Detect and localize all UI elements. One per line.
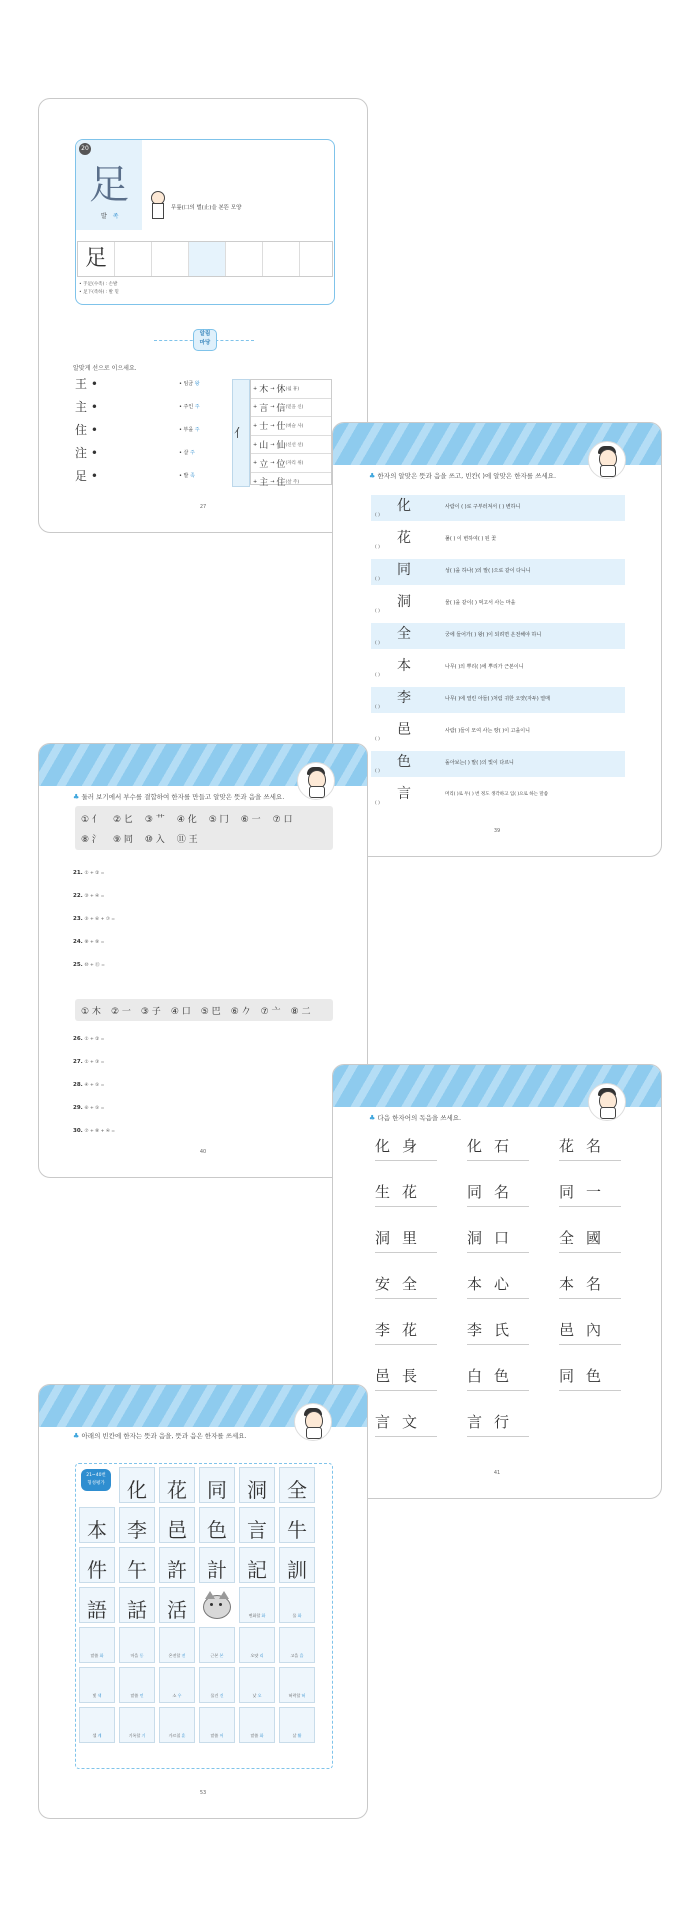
char-cell[interactable]: 邑 (159, 1507, 195, 1543)
page-number: 41 (493, 1470, 501, 1476)
meaning-cell[interactable]: 변화할 화 (239, 1587, 275, 1623)
reading: 족 (112, 213, 119, 220)
left-item-4[interactable]: 注 • (75, 446, 98, 460)
char-cell[interactable]: 李 (119, 1507, 155, 1543)
meaning-cell[interactable]: 고을 읍 (279, 1627, 315, 1663)
origin-desc: 무릎(口의 벌(止)을 본뜬 모양 (171, 205, 242, 211)
word-8[interactable]: 洞口 (467, 1227, 529, 1253)
mascot-illustration (294, 1403, 332, 1441)
combo-table (250, 379, 332, 489)
clover-icon: ♣ (369, 472, 378, 480)
meaning-cell[interactable]: 셀 계 (79, 1707, 115, 1743)
left-item-3[interactable]: 住 • (75, 423, 98, 437)
cat-illustration (201, 1591, 231, 1619)
mid-item-2[interactable]: • 주인 주 (179, 404, 200, 410)
meaning: 발 (101, 213, 107, 220)
question-24[interactable]: 24. ⑧ + ⑨ = (73, 939, 105, 945)
meaning-cell[interactable]: 소 우 (159, 1667, 195, 1703)
char-cell[interactable]: 同 (199, 1467, 235, 1503)
meaning-cell[interactable]: 물건 건 (199, 1667, 235, 1703)
assessment-badge: 21~40번 형성평가 (81, 1469, 111, 1491)
char-cell[interactable]: 色 (199, 1507, 235, 1543)
combo-row: + 木 → 休 (쉴 휴) (251, 380, 331, 399)
char-cell[interactable]: 化 (119, 1467, 155, 1503)
row-1: 化 ( ) 사람이 ( )로 구부러져서 ( ) 변하니 (375, 498, 521, 518)
section-title: 알림 마당 (193, 329, 217, 351)
mid-item-3[interactable]: • 부을 주 (179, 427, 200, 433)
word-16[interactable]: 邑長 (375, 1365, 437, 1391)
word-3[interactable]: 花名 (559, 1135, 621, 1161)
instruction: ♣ 다음 한자어의 독음을 쓰세요. (369, 1114, 462, 1122)
word-9[interactable]: 全國 (559, 1227, 621, 1253)
word-18[interactable]: 同色 (559, 1365, 621, 1391)
meaning-cell[interactable]: 말씀 화 (79, 1627, 115, 1663)
trace-cell-model: 足 (78, 242, 115, 276)
mid-item-1[interactable]: • 임금 왕 (179, 381, 200, 387)
word-4[interactable]: 生花 (375, 1181, 437, 1207)
choice-row: ① 木 ② 一 ③ 子 ④ 口 ⑤ 巴 ⑥ 𠂊 ⑦ 亠 ⑧ 二 (81, 1007, 311, 1017)
clover-icon: ♣ (73, 793, 82, 801)
combo-row: + 山 → 仙 (신선 선) (251, 436, 331, 455)
combo-row: + 言 → 信 (믿을 신) (251, 399, 331, 418)
question-21[interactable]: 21. ① + ② = (73, 870, 105, 876)
lesson-badge: 20 (79, 143, 91, 155)
left-item-1[interactable]: 王 • (75, 377, 98, 391)
row-7: 李 ( ) 나무( )에 열린 아들( )처럼 귀한 오얏(자두) 열매 (375, 690, 550, 710)
row-4: 洞 ( ) 물( )을 같이( ) 먹고서 사는 마을 (375, 594, 516, 614)
row-6: 本 ( ) 나무( )의 뿌리( )에 뿌리가 근본이니 (375, 658, 524, 678)
char-cell[interactable]: 語 (79, 1587, 115, 1623)
question-25[interactable]: 25. ⑩ + ⑪ = (73, 962, 105, 968)
big-character: 足 (89, 162, 129, 208)
trace-cell[interactable] (189, 242, 226, 276)
mid-item-4[interactable]: • 살 주 (179, 450, 195, 456)
radical-char: 亻 (234, 426, 247, 440)
clover-icon: ♣ (73, 1432, 82, 1440)
page-53 (38, 1384, 368, 1819)
question-29[interactable]: 29. ⑥ + ⑤ = (73, 1105, 105, 1111)
instruction: ♣ 둘러 보기에서 부수를 결합하여 한자를 만들고 알맞은 뜻과 음을 쓰세요. (73, 793, 285, 801)
trace-grid (77, 241, 333, 277)
page-number: 39 (493, 828, 501, 834)
question-27[interactable]: 27. ① + ③ = (73, 1059, 105, 1065)
question-28[interactable]: 28. ④ + ⑤ = (73, 1082, 105, 1088)
meaning-cell[interactable]: 근본 본 (199, 1627, 235, 1663)
meaning-cell[interactable]: 오얏 리 (239, 1627, 275, 1663)
word-19[interactable]: 言文 (375, 1411, 437, 1437)
trace-cell[interactable] (263, 242, 300, 276)
trace-cell[interactable] (226, 242, 263, 276)
meaning-cell[interactable]: 마을 동 (119, 1627, 155, 1663)
question-22[interactable]: 22. ③ + ④ = (73, 893, 105, 899)
char-cell[interactable]: 全 (279, 1467, 315, 1503)
meaning-cell[interactable]: 온전할 전 (159, 1627, 195, 1663)
page-27 (38, 98, 368, 533)
combo-row: + 士 → 仕 (벼슬 사) (251, 417, 331, 436)
word-14[interactable]: 李氏 (467, 1319, 529, 1345)
word-5[interactable]: 同名 (467, 1181, 529, 1207)
page-number: 27 (199, 504, 207, 510)
usage-2: • 足下(족하) : 발 밑 (79, 290, 119, 295)
char-cell[interactable]: 牛 (279, 1507, 315, 1543)
mascot-illustration (588, 1083, 626, 1121)
choice-row: ⑧ 氵 ⑨ 同 ⑩ 入 ⑪ 王 (81, 835, 198, 845)
question-30[interactable]: 30. ⑦ + ⑧ + ④ = (73, 1128, 116, 1134)
trace-cell[interactable] (152, 242, 189, 276)
meaning-cell[interactable]: 기록할 기 (119, 1707, 155, 1743)
char-cell[interactable]: 話 (119, 1587, 155, 1623)
char-cell[interactable]: 件 (79, 1547, 115, 1583)
word-15[interactable]: 邑內 (559, 1319, 621, 1345)
combo-row: + 立 → 位 (자리 위) (251, 454, 331, 473)
choice-row: ① 亻 ② 匕 ③ 艹 ④ 化 ⑤ 冂 ⑥ 一 ⑦ 口 (81, 815, 293, 825)
trace-cell[interactable] (300, 242, 332, 276)
boy-illustration (149, 191, 165, 221)
char-cell[interactable]: 記 (239, 1547, 275, 1583)
instruction: ♣ 아래의 빈칸에 한자는 뜻과 음을, 뜻과 음은 한자를 쓰세요. (73, 1432, 247, 1440)
word-6[interactable]: 同一 (559, 1181, 621, 1207)
page-41 (332, 1064, 662, 1499)
meaning-cell[interactable]: 가르칠 훈 (159, 1707, 195, 1743)
question-26[interactable]: 26. ① + ② = (73, 1036, 105, 1042)
page-39 (332, 422, 662, 857)
word-13[interactable]: 李花 (375, 1319, 437, 1345)
row-2: 花 ( ) 풀( ) 이 변하여( ) 된 꽃 (375, 530, 497, 550)
meaning-reading (101, 211, 119, 220)
word-1[interactable]: 化身 (375, 1135, 437, 1161)
page-number: 40 (199, 1149, 207, 1155)
page-number: 53 (199, 1790, 207, 1796)
left-item-5[interactable]: 足 • (75, 469, 98, 483)
usage-1: • 手足(수족) : 손발 (79, 282, 118, 287)
trace-cell[interactable] (115, 242, 152, 276)
word-17[interactable]: 白色 (467, 1365, 529, 1391)
char-cell[interactable]: 言 (239, 1507, 275, 1543)
word-10[interactable]: 安全 (375, 1273, 437, 1299)
mid-item-5[interactable]: • 발 족 (179, 473, 195, 479)
clover-icon: ♣ (369, 1114, 378, 1122)
page-40 (38, 743, 368, 1178)
choice-box-2 (75, 999, 333, 1021)
char-cell[interactable]: 活 (159, 1587, 195, 1623)
instruction: ♣ 한자의 알맞은 뜻과 음을 쓰고, 빈칸( )에 알맞은 한자를 쓰세요. (369, 472, 557, 480)
choice-box-1 (75, 806, 333, 850)
meaning-cell[interactable]: 빛 색 (79, 1667, 115, 1703)
char-cell[interactable]: 午 (119, 1547, 155, 1583)
combo-row: + 主 → 住 (살 주) (253, 478, 300, 489)
row-9: 色 ( ) 돌아보는( ) 말( )의 빛이 다르니 (375, 754, 514, 774)
word-20[interactable]: 言行 (467, 1411, 529, 1437)
char-cell[interactable]: 洞 (239, 1467, 275, 1503)
mascot-illustration (588, 441, 626, 479)
char-cell[interactable]: 本 (79, 1507, 115, 1543)
row-3: 同 ( ) 성( )을 하나( )의 말( )으로 같이 다니니 (375, 562, 531, 582)
meaning-cell[interactable]: 말씀 화 (239, 1707, 275, 1743)
char-cell[interactable]: 許 (159, 1547, 195, 1583)
mascot-illustration (297, 762, 335, 800)
row-8: 邑 ( ) 사람( )들이 모여 사는 땅( )이 고을이니 (375, 722, 530, 742)
match-instruction: 알맞게 선으로 이으세요. (73, 365, 137, 372)
question-23[interactable]: 23. ⑤ + ⑥ + ⑦ = (73, 916, 116, 922)
meaning-cell[interactable]: 말씀 어 (199, 1707, 235, 1743)
char-cell[interactable]: 花 (159, 1467, 195, 1503)
word-7[interactable]: 洞里 (375, 1227, 437, 1253)
word-11[interactable]: 本心 (467, 1273, 529, 1299)
char-cell[interactable]: 計 (199, 1547, 235, 1583)
meaning-cell[interactable]: 허락할 허 (279, 1667, 315, 1703)
meaning-cell[interactable]: 살 활 (279, 1707, 315, 1743)
meaning-cell[interactable]: 물 화 (279, 1587, 315, 1623)
row-5: 全 ( ) 궁에 들어가( ) 왕( )이 되려면 온전해야 하니 (375, 626, 542, 646)
word-2[interactable]: 化石 (467, 1135, 529, 1161)
meaning-cell[interactable]: 낮 오 (239, 1667, 275, 1703)
word-12[interactable]: 本名 (559, 1273, 621, 1299)
row-10: 言 ( ) 머리( )로 두( ) 번 정도 생각하고 입( )으로 하는 말씀 (375, 786, 549, 806)
char-cell[interactable]: 訓 (279, 1547, 315, 1583)
left-item-2[interactable]: 主 • (75, 400, 98, 414)
meaning-cell[interactable]: 말씀 언 (119, 1667, 155, 1703)
